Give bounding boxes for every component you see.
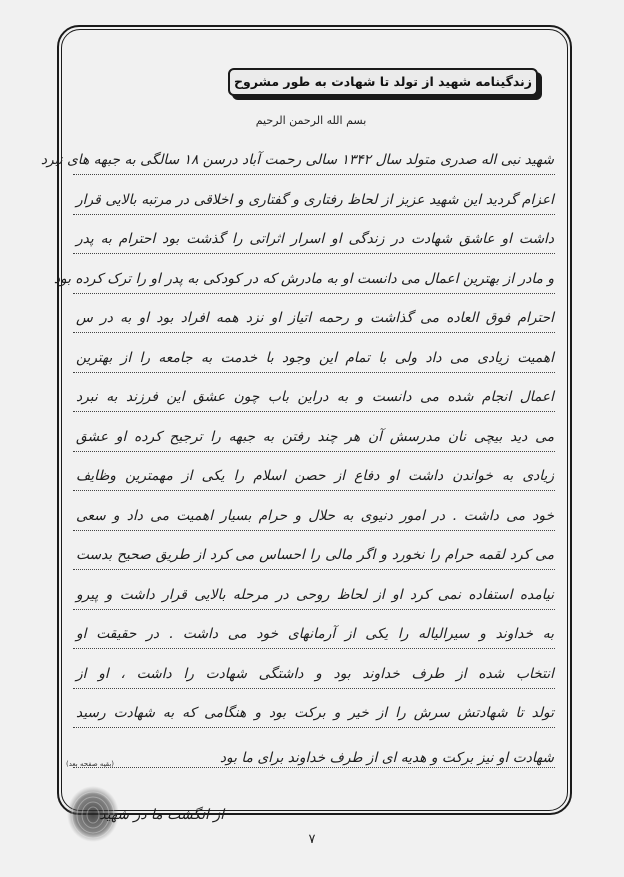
ruled-line [73,332,555,333]
handwritten-line: انتخاب شده از طرف خداوند بود و داشتگی شهادت را داشت ، او از [76,666,554,682]
continued-next-page-note: (بقیه صفحه بعد) [66,760,115,768]
ruled-line [73,490,555,491]
page-number: ٧ [308,832,316,847]
ruled-line [73,214,555,215]
handwritten-line: می کرد لقمه حرام را نخورد و اگر مالی را احساس می کرد از طریق صحیح بدست [76,547,554,563]
page-border-inner [40,29,568,811]
ruled-line [73,253,555,254]
ruled-line [73,569,555,570]
handwritten-line: داشت او عاشق شهادت در زندگی او اسرار اثراتی را گذشت بود احترام به پدر [76,231,554,247]
handwritten-line-last: شهادت او نیز برکت و هدیه ای از طرف خداوند برای ما بود [219,750,554,766]
ruled-line [73,451,555,452]
ruled-line [73,688,555,689]
form-title: زندگینامه شهید از تولد تا شهادت به طور مشروح [228,68,538,96]
signature-text: از انگشت ما در شهید [99,807,224,823]
ruled-line [73,372,555,373]
handwritten-line: نیامده استفاده نمی کرد او از لحاظ روحی در مرحله بالایی قرار داشت و پیرو [76,587,554,603]
bismillah-heading: بسم الله الرحمن الرحیم [255,114,367,127]
handwritten-line: شهید نبی اله صدری متولد سال ۱۳۴۲ سالی رحمت آباد درسن ۱۸ سالگی به جبهه های نبرد [40,152,554,168]
handwritten-line: زیادی به خواندن داشت او دفاع از حصن اسلام را یکی از مهمترین وظایف [76,468,554,484]
handwritten-line: احترام فوق العاده می گذاشت و رحمه اتیاز او نزد همه افراد بود او به در س [76,310,554,326]
handwritten-line: خود می داشت . در امور دنیوی به حلال و حرام بسیار اهمیت می داد و سعی [76,508,554,524]
ruled-line [73,609,555,610]
ruled-line [73,411,555,412]
ruled-line [73,293,555,294]
ruled-line [73,530,555,531]
handwritten-line: اهمیت زیادی می داد ولی با تمام این وجود با خدمت به جامعه را از بهترین [76,350,554,366]
handwritten-line: به خداوند و سیرالیاله را یکی از آرمانهای خود می داشت . در حقیقت او [76,626,554,642]
ruled-line [73,648,555,649]
ruled-line [73,174,555,175]
handwritten-line: اعمال انجام شده می دانست و به دراین باب چون عشق این فرزند به نبرد [76,389,554,405]
handwritten-line: و مادر از بهترین اعمال می دانست او به مادرش که در کودکی به پدر او را ترک کرده بود [53,271,554,287]
ruled-line [73,727,555,728]
handwritten-line: تولد تا شهادتش سرش را از خیر و برکت بود و هنگامی که به شهادت رسید [76,705,554,721]
handwritten-line: اعزام گردید این شهید عزیز از لحاظ رفتاری و گفتاری و اخلاقی در مرتبه بالایی قرار [76,192,554,208]
handwritten-line: می دید بیچی نان مدرسش آن هر چند رفتن به جبهه را ترجیح کرده او عشق [76,429,554,445]
